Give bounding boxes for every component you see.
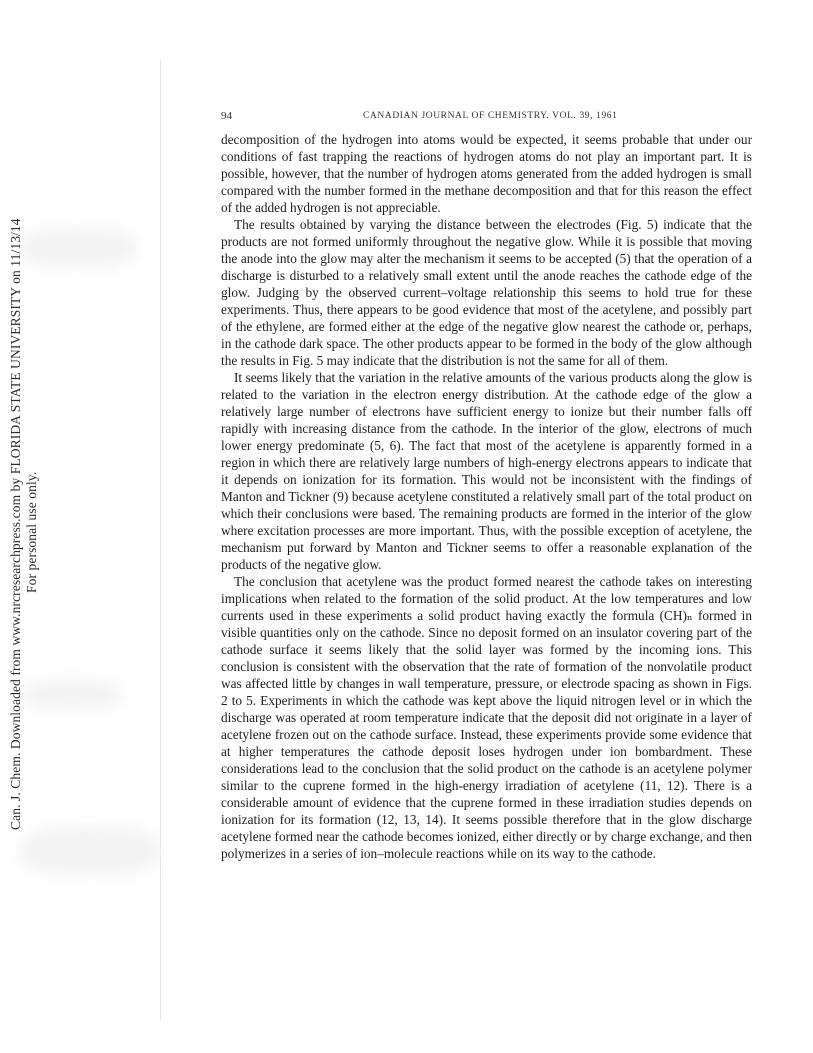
page-number: 94 — [221, 110, 232, 122]
paragraph: The conclusion that acetylene was the product formed nearest the cathode takes on interesting implications when related to the formation of the solid product. At the low temperatures and low currents used in these experiments a solid product having exactly the formula (CH)ₙ formed in visible quantities only on the cathode. Since no deposit formed on an insulator covering part of the cathode surface it seems likely that the solid layer was formed by the incoming ions. This conclusion is consistent with the observation that the rate of formation of the nonvolatile product was affected little by changes in wall temperature, pressure, or electrode spacing as shown in Figs. 2 to 5. Experiments in which the cathode was kept above the liquid nitrogen level or in which the discharge was operated at room temperature indicate that the deposit did not originate in a layer of acetylene frozen out on the cathode surface. Instead, these experiments provide some evidence that at higher temperatures the cathode deposit loses hydrogen under ion bombardment. These considerations lead to the conclusion that the solid product on the cathode is an acetylene polymer similar to the cuprene formed in the high-energy irradiation of acetylene (11, 12). There is a considerable amount of evidence that the cuprene formed in these irradiation studies depends on ionization for its formation (12, 13, 14). It seems possible therefore that in the glow discharge acetylene formed near the cathode becomes ionized, either directly or by charge exchange, and then polymerizes in a series of ion–molecule reactions while on its way to the cathode. — [221, 574, 752, 861]
journal-title: CANADIAN JOURNAL OF CHEMISTRY. VOL. 39, 1961 — [363, 111, 618, 121]
page-fold-line — [160, 60, 161, 1020]
running-head — [221, 110, 751, 124]
download-notice-line: Can. J. Chem. Downloaded from www.nrcresearchpress.com by FLORIDA STATE UNIVERSITY on 11/13/14 — [8, 218, 23, 830]
paragraph: decomposition of the hydrogen into atoms would be expected, it seems probable that under our conditions of fast trapping the reactions of hydrogen atoms do not play an important part. It is possible, however, that the number of hydrogen atoms generated from the added hydrogen is small compared with the number formed in the methane decomposition and that for this reason the effect of the added hydrogen is not appreciable. — [221, 132, 752, 215]
personal-use-notice: For personal use only. — [24, 471, 39, 593]
download-notice — [0, 0, 44, 1053]
article-body — [221, 131, 752, 862]
paragraph: The results obtained by varying the distance between the electrodes (Fig. 5) indicate that the products are not formed uniformly throughout the negative glow. While it is possible that moving the anode into the glow may alter the mechanism it seems to be accepted (5) that the operation of a discharge is disturbed to a relatively small extent until the anode reaches the cathode edge of the glow. Judging by the observed current–voltage relationship this seems to hold true for these experiments. Thus, there appears to be good evidence that most of the acetylene, and possibly part of the ethylene, are formed either at the edge of the negative glow nearest the cathode or, perhaps, in the cathode dark space. The other products appear to be formed in the body of the glow although the results in Fig. 5 may indicate that the distribution is not the same for all of them. — [221, 217, 752, 368]
paragraph: It seems likely that the variation in the relative amounts of the various products along the glow is related to the variation in the electron energy distribution. At the cathode edge of the glow a relatively large number of electrons have sufficient energy to ionize but their number falls off rapidly with increasing distance from the cathode. In the interior of the glow, electrons of much lower energy predominate (5, 6). The fact that most of the acetylene is apparently formed in a region in which there are relatively large numbers of high-energy electrons appears to indicate that it depends on ionization for its formation. This would not be inconsistent with the findings of Manton and Tickner (9) because acetylene constituted a relatively small part of the total product on which their conclusions were based. The remaining products are formed in the interior of the glow where excitation processes are more important. Thus, with the possible exception of acetylene, the mechanism put forward by Manton and Tickner seems to offer a reasonable explanation of the products of the negative glow. — [221, 370, 752, 572]
